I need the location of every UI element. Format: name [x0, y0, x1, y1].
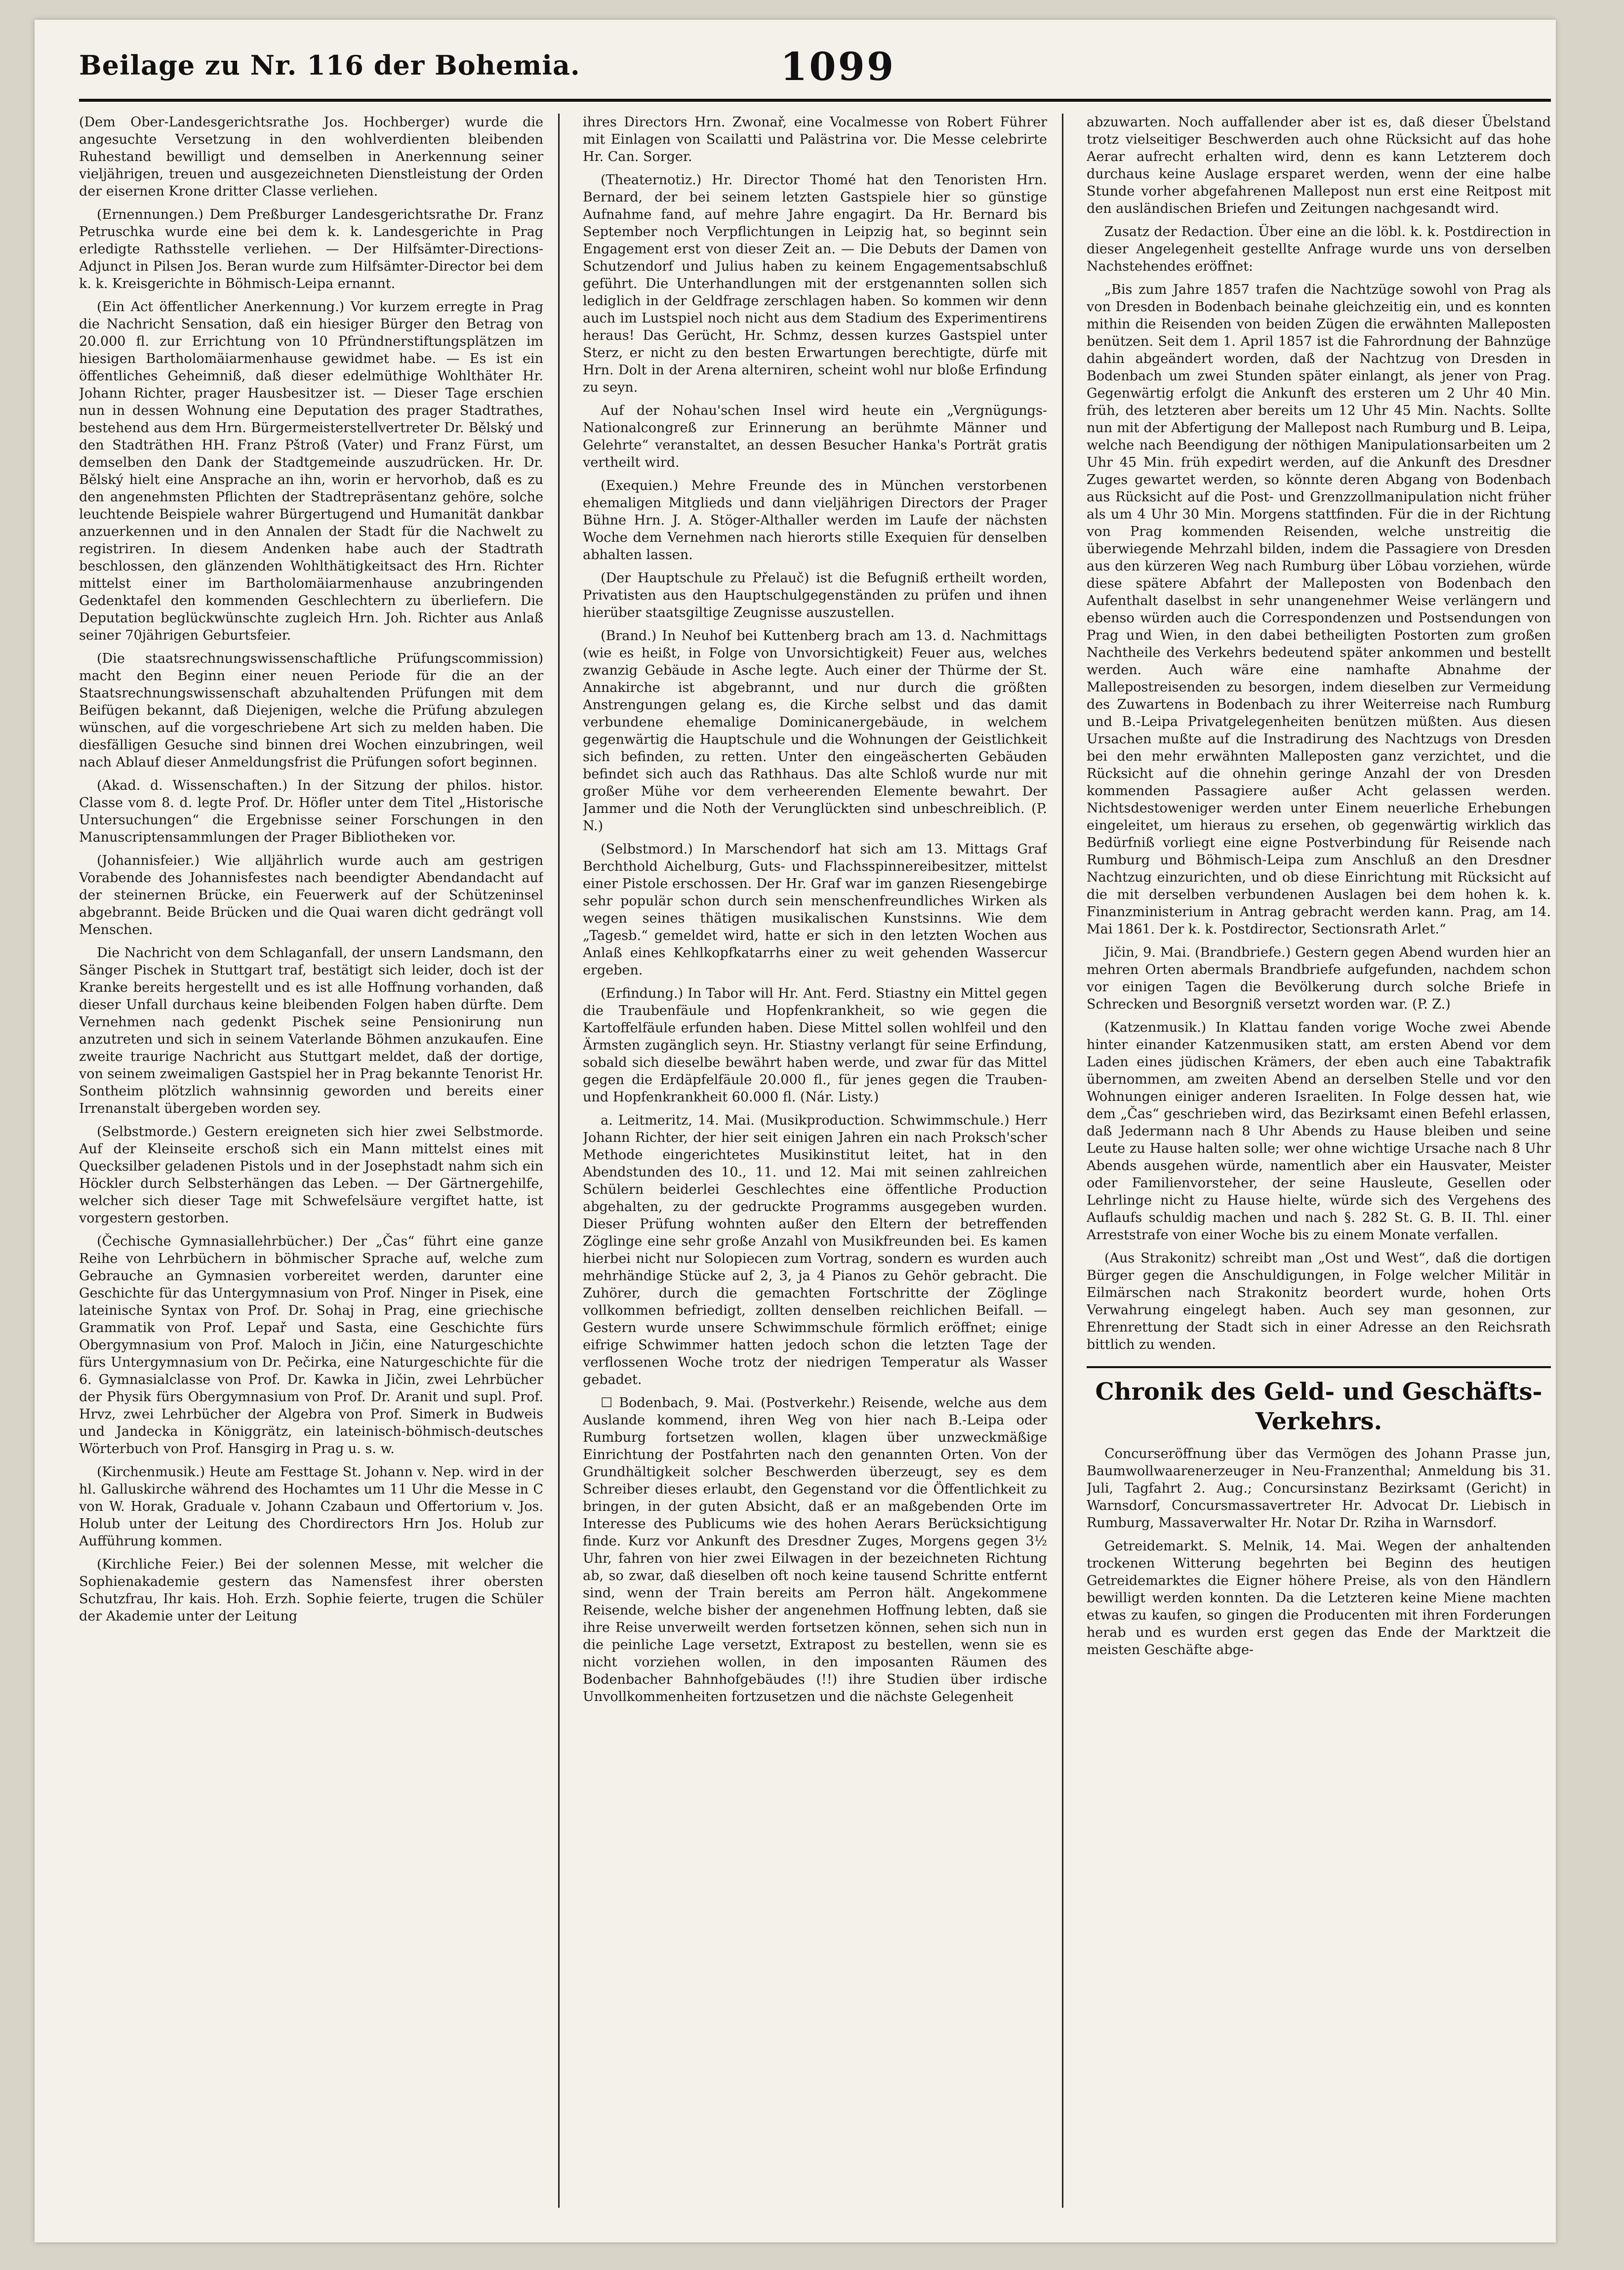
article-paragraph: Die Nachricht von dem Schlaganfall, der unsern Landsmann, den Sänger Pischek in Stuttgart traf, bestätigt sich leider, doch ist der Kranke bereits hergestellt und es ist alle Hoffnung vorhanden, daß dieser Unfall durchaus keine bleibenden Folgen haben dürfte. Dem Vernehmen nach gedenkt Pischek seine Pensionirung nun anzutreten und sich in seinem Vaterlande Böhmen anzukaufen. Eine zweite traurige Nachricht aus Stuttgart meldet, daß der dortige, von seinem zweimaligen Gastspiel her in Prag bekannte Tenorist Hr. Sontheim plötzlich wahnsinnig geworden und bereits einer Irrenanstalt übergeben worden sey.: [79, 945, 543, 1116]
article-paragraph: Jičin, 9. Mai. (Brandbriefe.) Gestern gegen Abend wurden hier an mehren Orten abermals Brandbriefe aufgefunden, nachdem schon vor einigen Tagen die Bevölkerung durch solche Briefe in Schrecken und Besorgniß versetzt worden war. (P. Z.): [1087, 945, 1551, 1012]
article-paragraph: (Ein Act öffentlicher Anerkennung.) Vor kurzem erregte in Prag die Nachricht Sensation, daß ein hiesiger Bürger den Betrag von 20.000 fl. zur Errichtung von 10 Pfründnerstiftungsplätzen im hiesigen Bartholomäiarmenhause gewidmet habe. — Es ist ein öffentliches Geheimniß, daß dieser edelmüthige Wohlthäter Hr. Johann Richter, prager Hausbesitzer ist. — Dieser Tage erschien nun in dessen Wohnung eine Deputation des prager Stadtrathes, bestehend aus dem Hrn. Bürgermeisterstellvertreter Dr. Bělský und den Stadträthen HH. Franz Pštroß (Vater) und Franz Fürst, um demselben den Dank der Stadtgemeinde auszudrücken. Hr. Dr. Bělský hielt eine Ansprache an ihn, worin er hervorhob, daß es zu den angenehmsten Pflichten der Stadtrepräsentanz gehöre, solche leuchtende Beispiele wahrer Bürgertugend und Humanität dankbar anzuerkennen und in den Annalen der Stadt für die Nachwelt zu registriren. In diesem Andenken habe auch der Stadtrath beschlossen, den glänzenden Wohlthätigkeitsact des Hrn. Richter mittelst einer im Bartholomäiarmenhause anzubringenden Gedenktafel den kommenden Geschlechtern zu überliefern. Die Deputation beglückwünschte zugleich Hrn. Joh. Richter aus Anlaß seiner 70jährigen Geburtsfeier.: [79, 299, 543, 643]
article-paragraph: (Die staatsrechnungswissenschaftliche Prüfungscommission) macht den Beginn einer neuen Periode für die an der Staatsrechnungswissenschaft abzuhaltenden Prüfungen mit dem Beifügen bekannt, daß Diejenigen, welche die Prüfung abzulegen wünschen, auf die vorgeschriebene Art sich zu melden haben. Die diesfälligen Gesuche sind binnen drei Wochen einzubringen, weil nach Ablauf dieser Anmeldungsfrist die Prüfungen sofort beginnen.: [79, 651, 543, 770]
article-paragraph: (Ernennungen.) Dem Preßburger Landesgerichtsrathe Dr. Franz Petruschka wurde eine bei dem k. k. Landesgerichte in Prag erledigte Rathsstelle verliehen. — Der Hilfsämter-Directions-Adjunct in Pilsen Jos. Beran wurde zum Hilfsämter-Director bei dem k. k. Kreisgerichte in Böhmisch-Leipa ernannt.: [79, 207, 543, 291]
page-number: 1099: [780, 44, 896, 89]
article-paragraph: (Selbstmorde.) Gestern ereigneten sich hier zwei Selbstmorde. Auf der Kleinseite erschoß sich ein Mann mittelst eines mit Quecksilber geladenen Pistols und in der Josephstadt nahm sich ein Höckler durch Selbsterhängen das Leben. — Der Gärtnergehilfe, welcher sich dieser Tage mit Schwefelsäure vergiftet hatte, ist vorgestern gestorben.: [79, 1124, 543, 1226]
article-paragraph: (Erfindung.) In Tabor will Hr. Ant. Ferd. Stiastny ein Mittel gegen die Traubenfäule und Hopfenkrankheit, so wie gegen die Kartoffelfäule erfunden haben. Diese Mittel sollen wohlfeil und den Ärmsten zugänglich seyn. Hr. Stiastny verlangt für seine Erfindung, sobald sich dieselbe bewährt haben werde, und zwar für das Mittel gegen die Erdäpfelfäule 20.000 fl., für jenes gegen die Trauben- und Hopfenkrankheit 60.000 fl. (Nár. Listy.): [583, 986, 1047, 1105]
article-paragraph: abzuwarten. Noch auffallender aber ist es, daß dieser Übelstand trotz vielseitiger Beschwerden auch ohne Rücksicht auf das hohe Aerar aufrecht erhalten wird, denn es kann Letzterem doch durchaus keine Auslage ersparet werden, wenn der eine halbe Stunde vorher abgefahrenen Mallepost nun erst eine Reitpost mit den ausländischen Briefen und Zeitungen nachgesandt wird.: [1087, 115, 1551, 216]
article-paragraph: (Brand.) In Neuhof bei Kuttenberg brach am 13. d. Nachmittags (wie es heißt, in Folge von Unvorsichtigkeit) Feuer aus, welches zwanzig Gebäude in Asche legte. Auch einer der Thürme der St. Annakirche ist abgebrannt, und nur durch die größten Anstrengungen gelang es, die Kirche selbst und das damit verbundene ehemalige Dominicanergebäude, in welchem gegenwärtig die Hauptschule und die Wohnungen der Geistlichkeit sich befinden, zu retten. Unter den eingeäscherten Gebäuden befindet sich auch das Rathhaus. Das alte Schloß wurde nur mit großer Mühe vor dem verheerenden Elemente bewahrt. Der Jammer und die Noth der Verunglückten sind unbeschreiblich. (P. N.): [583, 628, 1047, 834]
article-paragraph: (Kirchenmusik.) Heute am Festtage St. Johann v. Nep. wird in der hl. Galluskirche während des Hochamtes um 11 Uhr die Messe in C von W. Horak, Graduale v. Johann Czabaun und Offertorium v. Jos. Holub unter der Leitung des Chordirectors Hrn Jos. Holub zur Aufführung kommen.: [79, 1464, 543, 1549]
article-paragraph: Zusatz der Redaction. Über eine an die löbl. k. k. Postdirection in dieser Angelegenheit gestellte Anfrage wurde uns von derselben Nachstehendes eröffnet:: [1087, 224, 1551, 274]
article-paragraph: (Selbstmord.) In Marschendorf hat sich am 13. Mittags Graf Berchthold Aichelburg, Guts- und Flachsspinnereibesitzer, mittelst einer Pistole erschossen. Der Hr. Graf war im ganzen Riesengebirge sehr populär schon durch sein menschenfreundliches Wirken als wegen seines thätigen musikalischen Kunstsinns. Wie dem „Tagesb.“ gemeldet wird, hatte er sich in den letzten Wochen aus Anlaß eines Kehlkopfkatarrhs einer zu weit gehenden Wassercur ergeben.: [583, 842, 1047, 978]
newspaper-page: [35, 20, 1556, 2242]
column-1: [79, 114, 543, 2218]
article-paragraph: ihres Directors Hrn. Zwonař, eine Vocalmesse von Robert Führer mit Einlagen von Scailatti und Palästrina vor. Die Messe celebrirte Hr. Can. Sorger.: [583, 115, 1047, 164]
page-header: [79, 40, 1551, 94]
article-paragraph: (Exequien.) Mehre Freunde des in München verstorbenen ehemaligen Mitglieds und dann vieljährigen Directors der Prager Bühne Hrn. J. A. Stöger-Althaller werden im Laufe der nächsten Woche dem Vernehmen nach hierorts stille Exequien für denselben abhalten lassen.: [583, 478, 1047, 563]
section-paragraph: Getreidemarkt. S. Melnik, 14. Mai. Wegen der anhaltenden trockenen Witterung begehrten bei Beginn des heutigen Getreidemarktes die Eigner höhere Preise, als von den Händlern bewilligt werden konnten. Da die Letzteren keine Miene machten etwas zu kaufen, so gingen die Producenten mit ihren Forderungen herab und es wurden erst gegen das Ende der Marktzeit die meisten Geschäfte abge-: [1087, 1539, 1551, 1658]
article-paragraph: (Katzenmusik.) In Klattau fanden vorige Woche zwei Abende hinter einander Katzenmusiken statt, am ersten Abend vor dem Laden eines jüdischen Krämers, der eben auch eine Tabaktrafik übernommen, am zweiten Abend an derselben Stelle und vor den Wohnungen einiger anderen Israeliten. In Folge dessen hat, wie dem „Čas“ geschrieben wird, das Bezirksamt einen Befehl erlassen, daß Jedermann nach 8 Uhr Abends zu Hause bleiben und seine Leute zu Hause halten solle; wer ohne wichtige Ursache nach 8 Uhr Abends ausgehen würde, namentlich aber ein Hausvater, Meister oder Familienvorsteher, der seine Hausleute, Gesellen oder Lehrlinge nicht zu Hause hielte, würde sich des Vergehens des Auflaufs schuldig machen und nach §. 282 St. G. B. II. Thl. einer Arreststrafe von einer Woche bis zu einem Monate verfallen.: [1087, 1020, 1551, 1243]
column-2: [583, 114, 1047, 2218]
header-supplement-title: Beilage zu Nr. 116 der Bohemia.: [79, 49, 580, 81]
section-paragraph: Concurseröffnung über das Vermögen des Johann Prasse jun, Baumwollwaarenerzeuger in Neu-Franzenthal; Anmeldung bis 31. Juli, Tagfahrt 2. Aug.; Concursinstanz Bezirksamt (Gericht) in Warnsdorf, Concursmassavertreter Hr. Advocat Dr. Liebisch in Rumburg, Massaverwalter Hr. Notar Dr. Rziha in Warnsdorf.: [1087, 1446, 1551, 1531]
article-paragraph: „Bis zum Jahre 1857 trafen die Nachtzüge sowohl von Prag als von Dresden in Bodenbach beinahe gleichzeitig ein, und es konnten mithin die Reisenden von beiden Zügen die erwähnten Malleposten benützen. Seit dem 1. April 1857 ist die Fahrordnung der Bahnzüge dahin abgeändert worden, daß der Nachtzug von Dresden in Bodenbach um zwei Stunden später einlangt, als jener von Prag. Gegenwärtig erfolgt die Ankunft des ersteren um 2 Uhr 40 Min. früh, des letzteren aber bereits um 12 Uhr 45 Min. Nachts. Sollte nun mit der Abfertigung der Mallepost nach Rumburg und B. Leipa, welche nach Beendigung der nöthigen Manipulationsarbeiten um 2 Uhr 45 Min. früh expedirt werden, auf die Ankunft des Dresdner Zuges gewartet werden, so könnte deren Abgang von Bodenbach aus Rücksicht auf die Post- und Grenzzollmanipulation nicht früher als um 4 Uhr 30 Min. Morgens stattfinden. Für die in der Richtung von Prag kommenden Reisenden, welche unstreitig die überwiegende Mehrzahl bilden, indem die Passagiere von Dresden aus den kürzeren Weg nach Rumburg über Löbau vorziehen, würde diese spätere Abfahrt der Malleposten von Bodenbach den Aufenthalt daselbst in sehr unangenehmer Weise verlängern und ebenso würden auch die Correspondenzen und Postsendungen von Prag und Wien, in den dabei betheiligten Postorten zum großen Nachtheile des Verkehrs bedeutend später ankommen und bestellt werden. Auch wäre eine namhafte Abnahme der Mallepostreisenden zu besorgen, indem dieselben zur Vermeidung des Zuwartens in Bodenbach zu ihrer Weiterreise nach Rumburg und B.-Leipa Privatgelegenheiten benützen müßten. Aus diesen Ursachen mußte auf die Instradirung des Nachtzugs von Dresden bei den mehr erwähnten Malleposten ganz verzichtet, und die Rücksicht auf die ohnehin geringe Anzahl der von Dresden kommenden Passagiere außer Acht gelassen werden. Nichtsdestoweniger werden unter Einem neuerliche Erhebungen eingeleitet, um hieraus zu ersehen, ob gegenwärtig wirklich das Bedürfniß vorliegt eine eigne Postverbindung für Reisende nach Rumburg und Böhmisch-Leipa zum Anschluß an den Dresdner Nachtzug einzurichten, und ob diese Einrichtung mit Rücksicht auf die mit derselben verbundenen Auslagen bei dem hohen k. k. Finanzministerium in Antrag gebracht werden kann. Prag, am 14. Mai 1861. Der k. k. Postdirector, Sectionsrath Arlet.“: [1087, 282, 1551, 937]
article-paragraph: ☐ Bodenbach, 9. Mai. (Postverkehr.) Reisende, welche aus dem Auslande kommend, ihren Weg von hier nach B.-Leipa oder Rumburg fortsetzen wollen, klagen über unzweckmäßige Einrichtung der Postfahrten nach den genannten Orten. Von der Grundhältigkeit solcher Beschwerden überzeugt, sey es dem Schreiber dieses erlaubt, den Gegenstand vor die Öffentlichkeit zu bringen, in der guten Absicht, daß er an maßgebenden Orte im Interesse des Publicums wie des hohen Aerars Berücksichtigung finde. Kurz vor Ankunft des Dresdner Zuges, Morgens gegen 3½ Uhr, fahren von hier zwei Eilwagen in der bezeichneten Richtung ab, so zwar, daß dieselben oft noch keine tausend Schritte entfernt sind, wenn der Train bereits am Perron hält. Angekommene Reisende, welche bisher der angenehmen Hoffnung lebten, daß sie ihre Reise unverweilt werden fortsetzen können, sehen sich nun in die peinliche Lage versetzt, Extrapost zu bestellen, wenn sie es nicht vorziehen wollen, in den imposanten Räumen des Bodenbacher Bahnhofgebäudes (!!) ihre Studien über irdische Unvollkommenheiten fortzusetzen und die nächste Gelegenheit: [583, 1395, 1047, 1704]
section-title: Chronik des Geld- und Geschäfts-Verkehrs.: [1095, 1378, 1543, 1435]
article-paragraph: (Theaternotiz.) Hr. Director Thomé hat den Tenoristen Hrn. Bernard, der bei seinem letzten Gastspiele hier so günstige Aufnahme fand, auf mehre Jahre engagirt. Da Hr. Bernard bis September noch Verpflichtungen in Leipzig hat, so beginnt sein Engagement erst von dieser Zeit an. — Die Debuts der Damen von Schutzendorf und Julius haben zu keinem Engagementsabschluß geführt. Die Unterhandlungen mit der erstgenannten sollen sich lediglich in der Geldfrage zerschlagen haben. So kommen wir denn auch im Lustspiel noch nicht aus dem Stadium des Experimentirens heraus! Das Gerücht, Hr. Schmz, dessen kurzes Gastspiel unter Sterz, er nicht zu den besten Erwartungen berechtigte, dürfe mit Hrn. Dolt in der Arena alterniren, scheint wohl nur bloße Erfindung zu seyn.: [583, 172, 1047, 395]
header-rule: [79, 99, 1551, 102]
column-divider-1: [558, 114, 560, 2208]
article-paragraph: (Der Hauptschule zu Přelauč) ist die Befugniß ertheilt worden, Privatisten aus den Hauptschulgegenständen zu prüfen und ihnen hierüber staatsgiltige Zeugnisse auszustellen.: [583, 570, 1047, 620]
article-paragraph: (Dem Ober-Landesgerichtsrathe Jos. Hochberger) wurde die angesuchte Versetzung in den wohlverdienten bleibenden Ruhestand bewilligt und demselben in Anerkennung seiner vieljährigen, treuen und ausgezeichneten Dienstleistung der Orden der eisernen Krone dritter Classe verliehen.: [79, 115, 543, 199]
column-3: [1087, 114, 1551, 2218]
article-paragraph: a. Leitmeritz, 14. Mai. (Musikproduction. Schwimmschule.) Herr Johann Richter, der hier seit einigen Jahren ein nach Proksch'scher Methode eingerichtetes Musikinstitut leitet, hat in den Abendstunden des 10., 11. und 12. Mai mit seinen zahlreichen Schülern beiderlei Geschlechtes eine öffentliche Production abgehalten, zu der gedruckte Programms ausgegeben wurden. Dieser Prüfung wohnten außer den Eltern der betreffenden Zöglinge eine sehr große Anzahl von Musikfreunden bei. Es kamen hierbei nicht nur Solopiecen zum Vortrag, sondern es wurden auch mehrhändige Stücke auf 2, 3, ja 4 Pianos zu Gehör gebracht. Die Zuhörer, durch die gemachten Fortschritte der Zöglinge vollkommen befriedigt, zollten denselben reichlichen Beifall. — Gestern wurde unsere Schwimmschule förmlich eröffnet; einige eifrige Schwimmer hatten jedoch schon die letzten Tage der verflossenen Woche trotz der niedrigen Temperatur als Wasser gebadet.: [583, 1113, 1047, 1387]
article-paragraph: (Aus Strakonitz) schreibt man „Ost und West“, daß die dortigen Bürger gegen die Anschuldigungen, in Folge welcher Militär in Eilmärschen nach Strakonitz beordert wurde, hohen Orts Verwahrung eingelegt haben. Auch sey man gesonnen, zur Ehrenrettung der Stadt sich in einer Adresse an den Reichsrath bittlich zu wenden.: [1087, 1251, 1551, 1352]
column-divider-2: [1062, 114, 1063, 2208]
article-paragraph: (Johannisfeier.) Wie alljährlich wurde auch am gestrigen Vorabende des Johannisfestes nach beendigter Abendandacht auf der steinernen Brücke, ein Feuerwerk auf der Schützeninsel abgebrannt. Beide Brücken und die Quai waren dicht gedrängt voll Menschen.: [79, 853, 543, 937]
article-paragraph: (Kirchliche Feier.) Bei der solennen Messe, mit welcher die Sophienakademie gestern das Namensfest ihrer obersten Schutzfrau, Ihr kais. Hoh. Erzh. Sophie feierte, trugen die Schüler der Akademie unter der Leitung: [79, 1557, 543, 1624]
article-paragraph: (Čechische Gymnasiallehrbücher.) Der „Čas“ führt eine ganze Reihe von Lehrbüchern in böhmischer Sprache auf, welche zum Gebrauche an Gymnasien vorbereitet werden, darunter eine Geschichte für das Untergymnasium von Prof. Ninger in Pisek, eine lateinische Syntax von Prof. Dr. Sohaj in Prag, eine griechische Grammatik von Prof. Lepař und Sasta, eine Geschichte fürs Obergymnasium von Prof. Maloch in Jičin, eine Naturgeschichte fürs Untergymnasium von Dr. Pečirka, eine Naturgeschichte für die 6. Gymnasialclasse von Prof. Dr. Kawka in Jičin, zwei Lehrbücher der Physik fürs Obergymnasium von Prof. Dr. Aranit und supl. Prof. Hrvz, zwei Lehrbücher der Algebra von Prof. Simerk in Budweis und Jandecka in Königgrätz, ein lateinisch-böhmisch-deutsches Wörterbuch von Prof. Hansgirg in Prag u. s. w.: [79, 1234, 543, 1457]
article-paragraph: Auf der Nohau'schen Insel wird heute ein „Vergnügungs-Nationalcongreß zur Erinnerung an berühmte Männer und Gelehrte“ veranstaltet, an dessen Besucher Hanka's Porträt gratis vertheilt wird.: [583, 403, 1047, 470]
article-paragraph: (Akad. d. Wissenschaften.) In der Sitzung der philos. histor. Classe vom 8. d. legte Prof. Dr. Höfler unter dem Titel „Historische Untersuchungen“ die Ergebnisse seiner Forschungen in den Manuscriptensammlungen der Prager Bibliotheken vor.: [79, 778, 543, 845]
section-rule: [1087, 1366, 1551, 1368]
